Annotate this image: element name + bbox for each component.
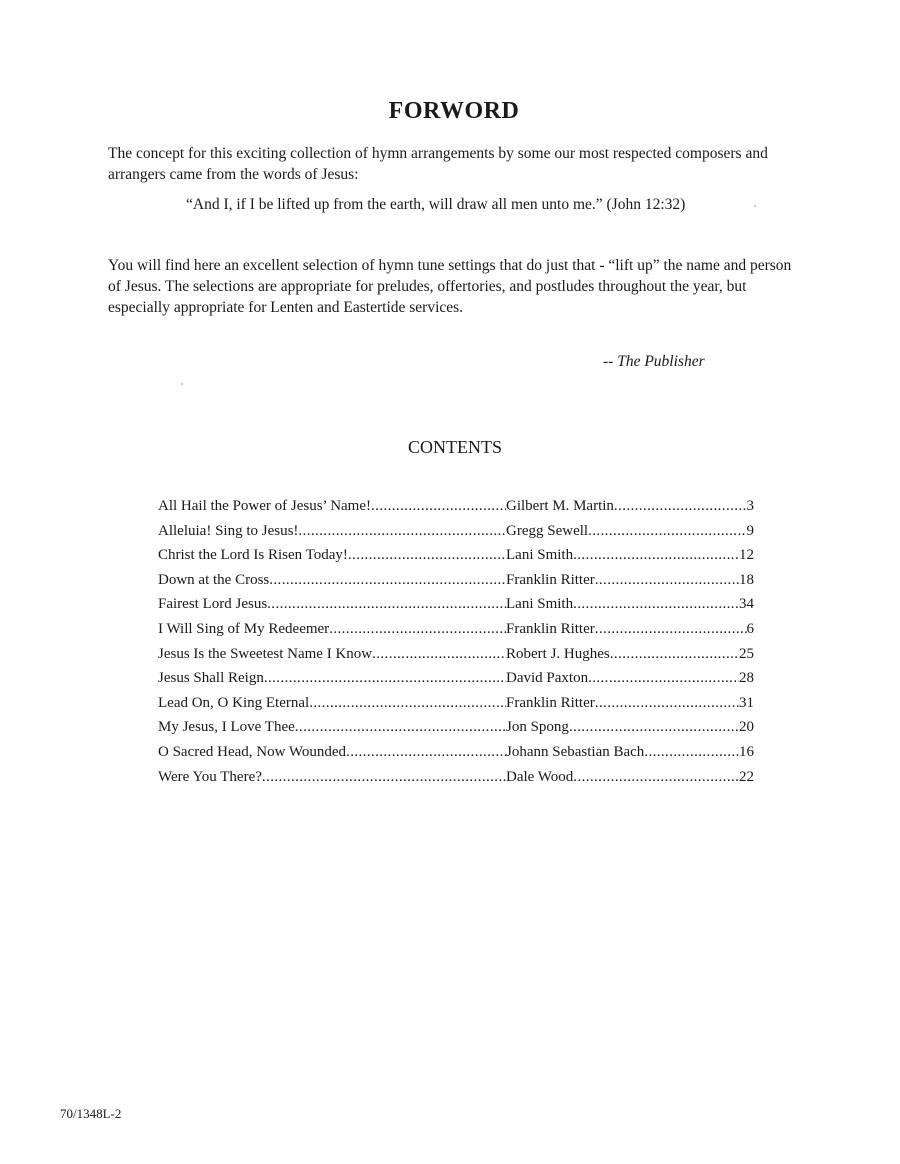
hymn-title: Down at the Cross — [158, 571, 270, 588]
toc-entry — [158, 494, 754, 519]
page-number: 31 — [739, 694, 754, 711]
toc-entry — [158, 666, 754, 691]
toc-entry — [158, 617, 754, 642]
arranger-name: Robert J. Hughes — [506, 645, 610, 662]
hymn-title: Jesus Is the Sweetest Name I Know — [158, 645, 373, 662]
dot-leader — [595, 691, 739, 716]
dot-leader — [573, 592, 739, 617]
signature-name: The Publisher — [617, 353, 705, 370]
arranger-name: Lani Smith — [506, 596, 574, 613]
toc-entry — [158, 543, 754, 568]
contents-heading: CONTENTS — [408, 437, 502, 457]
toc-entry — [158, 765, 754, 790]
arranger-name: David Paxton — [506, 670, 589, 687]
toc-entry — [158, 715, 754, 740]
publisher-signature — [603, 353, 705, 371]
toc-entry — [158, 642, 754, 667]
arranger-name: Gilbert M. Martin — [506, 498, 614, 514]
page-number: 25 — [739, 645, 754, 662]
page-number: 18 — [739, 571, 754, 588]
hymn-title: Lead On, O King Eternal — [158, 694, 310, 711]
arranger-name: Jon Spong — [506, 719, 569, 736]
page-number: 28 — [739, 670, 754, 687]
dot-leader — [588, 666, 739, 691]
hymn-title: Fairest Lord Jesus — [158, 596, 268, 613]
table-of-contents — [158, 494, 754, 789]
catalog-code: 70/1348L-2 — [60, 1106, 122, 1121]
dot-leader — [348, 543, 506, 568]
dot-leader — [346, 740, 506, 765]
hymn-title: All Hail the Power of Jesus’ Name! — [158, 498, 372, 514]
toc-entry — [158, 691, 754, 716]
dot-leader — [267, 592, 506, 617]
toc-entry — [158, 519, 754, 544]
arranger-name: Franklin Ritter — [506, 571, 595, 588]
dot-leader — [614, 494, 747, 519]
toc-entry — [158, 568, 754, 593]
intro-paragraph: The concept for this exciting collection of hymn arrangements by some our most respected composers and arrangers came from the words of Jesus: — [108, 145, 768, 183]
hymn-title: Jesus Shall Reign — [158, 670, 264, 687]
arranger-name: Franklin Ritter — [506, 694, 595, 711]
scripture-quote: “And I, if I be lifted up from the earth, will draw all men unto me.” (John 12:32) — [186, 196, 686, 213]
description-paragraph: You will find here an excellent selection of hymn tune settings that do just that - “lift up” the name and person of Jesus. The selections are appropriate for preludes, offertories, and postludes throughout the year, but especially appropriate for Lenten and Eastertide services. — [108, 257, 792, 316]
dot-leader — [573, 543, 739, 568]
arranger-name: Dale Wood — [506, 768, 574, 785]
page-number: 22 — [739, 768, 754, 785]
dot-leader — [309, 691, 506, 716]
hymn-title: Were You There? — [158, 768, 262, 785]
dot-leader — [329, 617, 506, 642]
dot-leader — [610, 642, 739, 667]
page-number: 6 — [746, 620, 754, 637]
dot-leader — [262, 765, 506, 790]
hymn-title: Christ the Lord Is Risen Today! — [158, 547, 348, 564]
dot-leader — [371, 494, 506, 519]
dot-leader — [595, 617, 747, 642]
page-number: 34 — [739, 596, 754, 613]
scan-speck — [754, 205, 756, 207]
dot-leader — [569, 715, 739, 740]
page-title: FORWORD — [388, 98, 520, 124]
toc-entry — [158, 592, 754, 617]
page-number: 20 — [739, 719, 754, 736]
page-number: 9 — [746, 522, 754, 539]
dot-leader — [644, 740, 739, 765]
hymn-title: I Will Sing of My Redeemer — [158, 620, 330, 637]
page-number: 12 — [739, 547, 754, 564]
arranger-name: Lani Smith — [506, 547, 574, 564]
page-number: 3 — [746, 498, 754, 514]
scan-speck — [181, 383, 183, 385]
arranger-name: Johann Sebastian Bach — [506, 743, 645, 760]
dot-leader — [295, 715, 506, 740]
dot-leader — [372, 642, 506, 667]
dot-leader — [595, 568, 739, 593]
hymn-title: O Sacred Head, Now Wounded — [158, 743, 347, 760]
toc-entry — [158, 740, 754, 765]
arranger-name: Franklin Ritter — [506, 620, 595, 637]
hymn-title: My Jesus, I Love Thee — [158, 719, 295, 736]
page-number: 16 — [739, 743, 754, 760]
arranger-name: Gregg Sewell — [506, 522, 589, 539]
dot-leader — [269, 568, 506, 593]
dot-leader — [264, 666, 506, 691]
hymn-title: Alleluia! Sing to Jesus! — [158, 522, 299, 539]
dot-leader — [588, 519, 746, 544]
dot-leader — [573, 765, 739, 790]
signature-prefix: -- — [603, 353, 618, 370]
dot-leader — [298, 519, 506, 544]
